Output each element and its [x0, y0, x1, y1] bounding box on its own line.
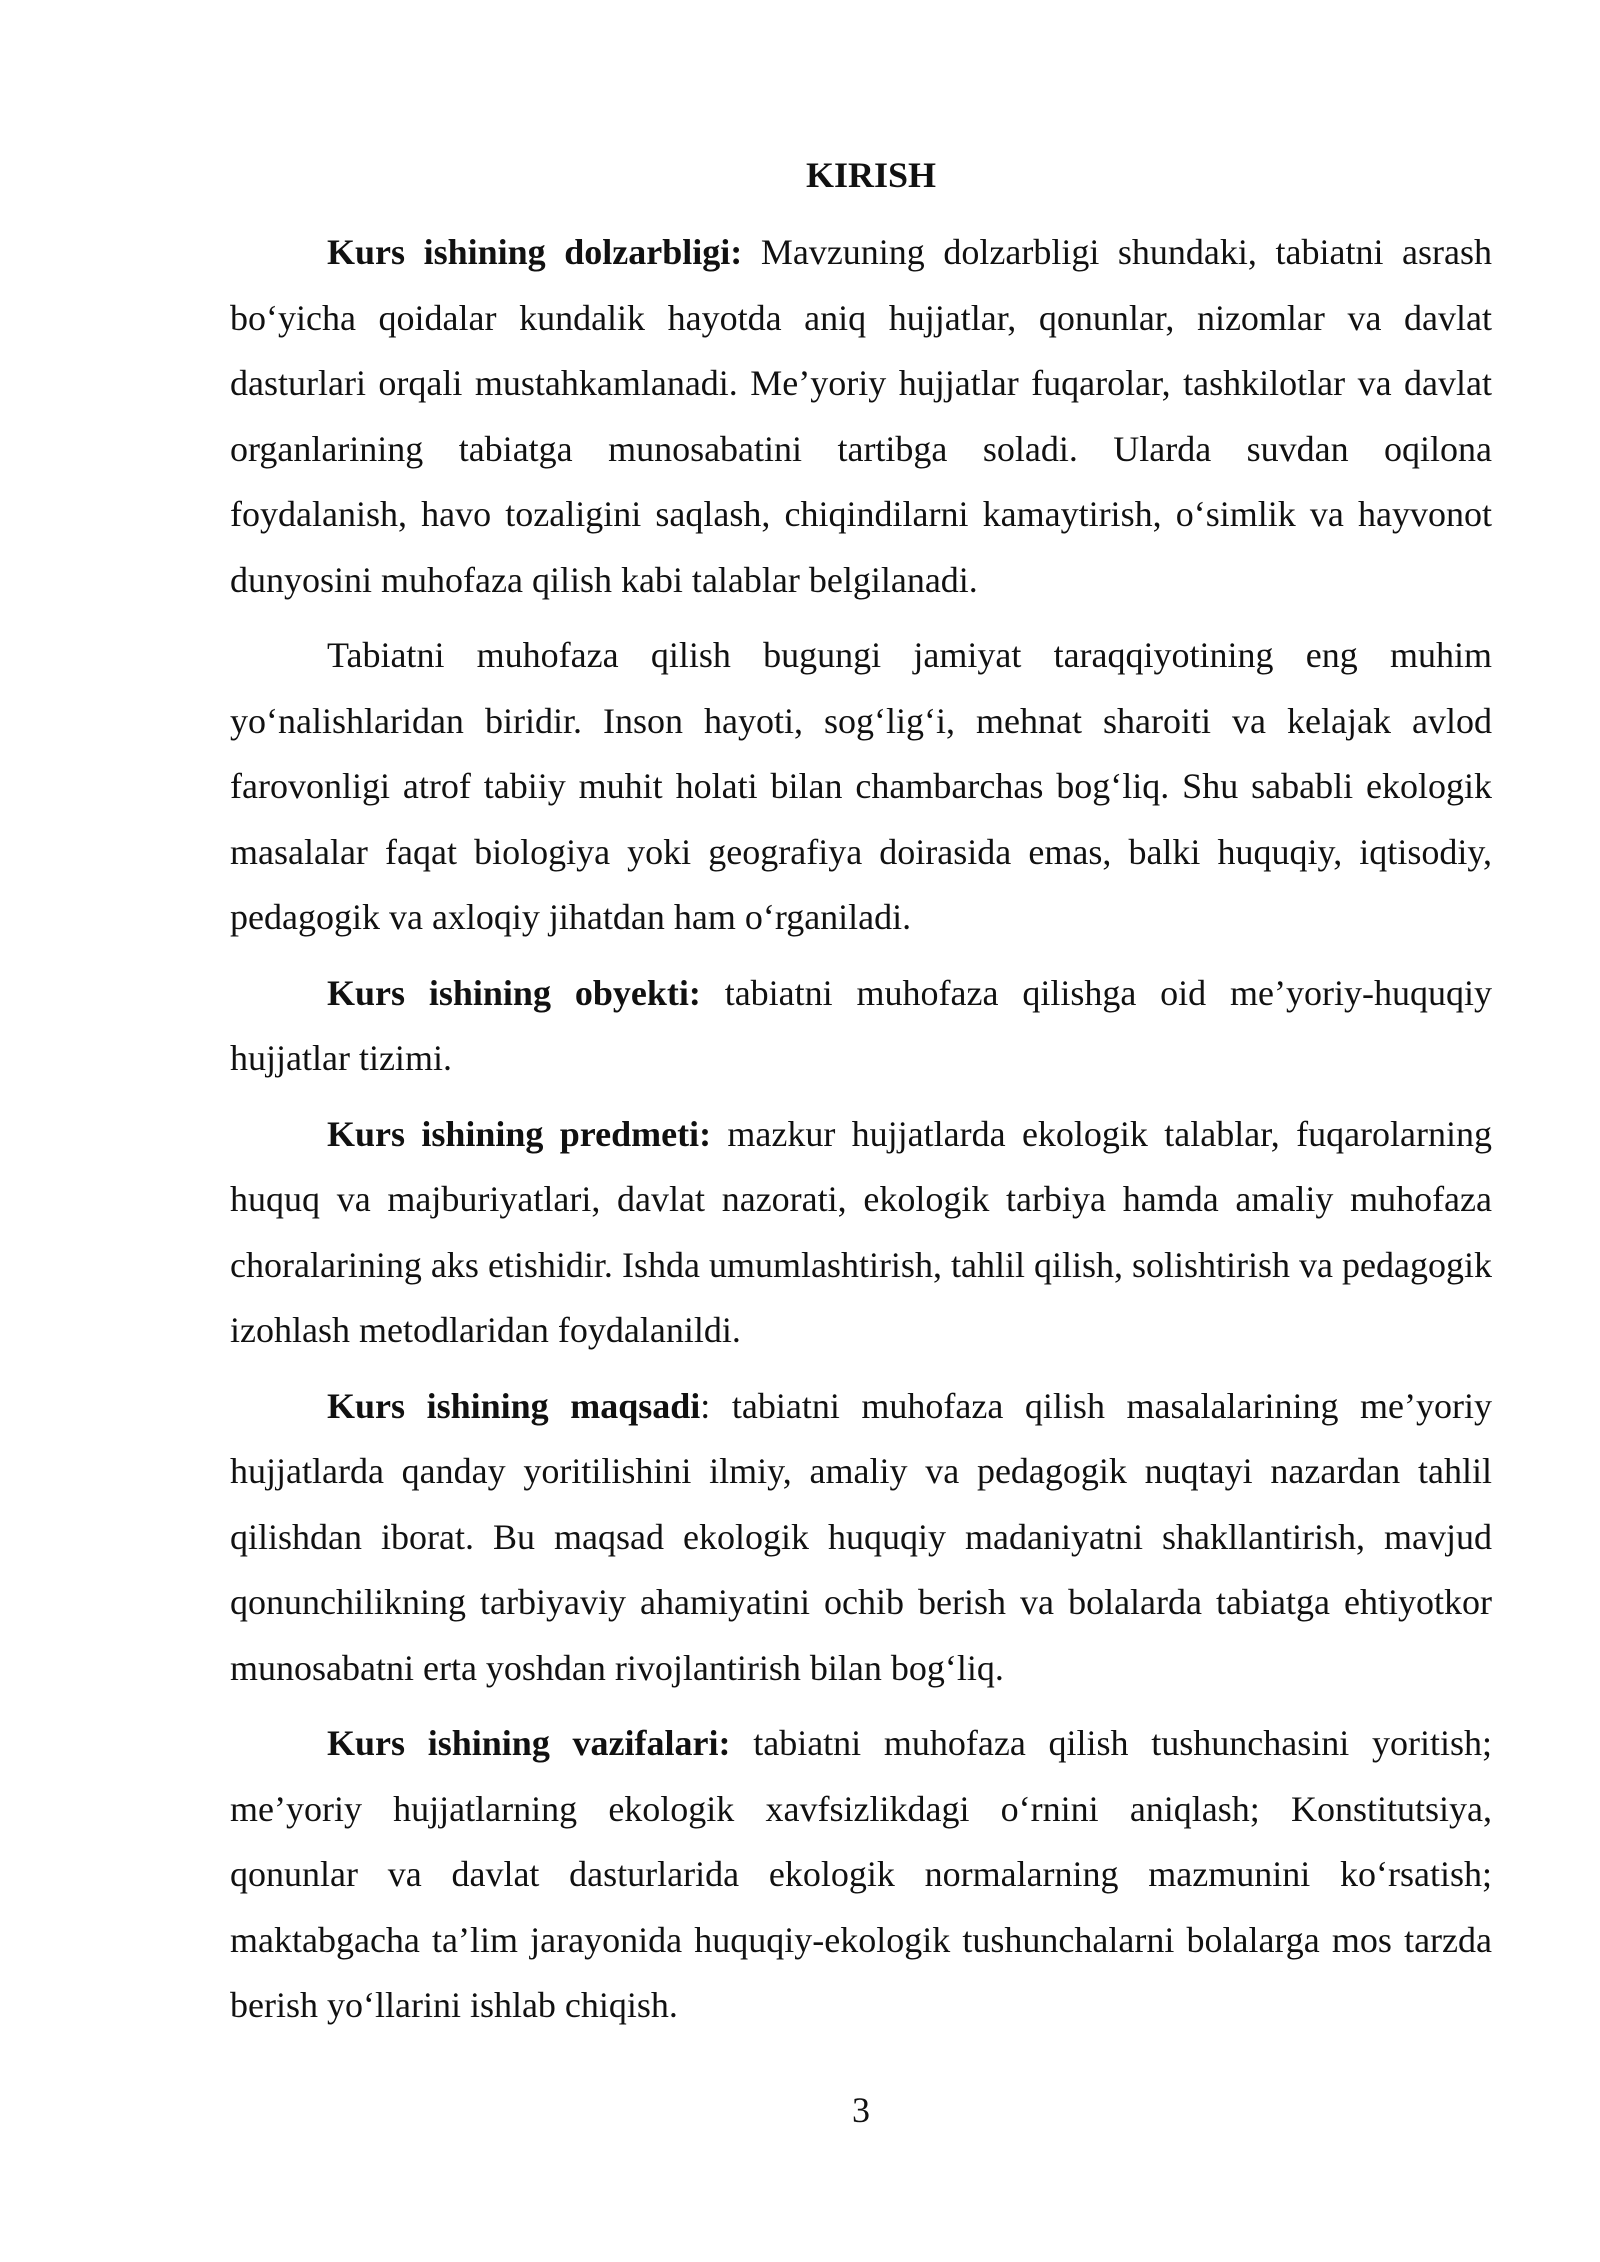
paragraph-subject — [230, 1102, 1492, 1364]
page-number: 3 — [852, 2090, 870, 2130]
paragraph-text: Mavzuning dolzarbligi shundaki, tabiatni asrash bo‘yicha qoidalar kundalik hayotda aniq hujjatlar, qonunlar, nizomlar va davlat dasturlari orqali mustahkamlanadi. Me’yoriy hujjatlar fuqarolar, tashkilotlar va davlat organlarining tabiatga munosabatini tartibga soladi. Ularda suvdan oqilona foydalanish, havo tozaligini saqlash, chiqindilarni kamaytirish, o‘simlik va hayvonot dunyosini muhofaza qilish kabi talablar belgilanadi. — [230, 232, 1492, 600]
paragraph-relevance — [230, 220, 1492, 613]
paragraph-lead: Kurs ishining dolzarbligi: — [327, 232, 743, 272]
paragraph-lead: Kurs ishining maqsadi — [327, 1385, 701, 1426]
paragraph-context — [230, 623, 1492, 951]
paragraph-text: : tabiatni muhofaza qilish masalalarining me’yoriy hujjatlarda qanday yoritilishini ilmiy, amaliy va pedagogik nuqtayi nazardan tahlil qilishdan iborat. Bu maqsad ekologik huquqiy madaniyatni shakllantirish, mavjud qonunchilikning tarbiyaviy ahamiyatini ochib berish va bolalarda tabiatga ehtiyotkor munosabatni erta yoshdan rivojlantirish bilan bog‘liq. — [230, 1385, 1492, 1688]
paragraph-lead: Kurs ishining obyekti: — [327, 972, 701, 1013]
paragraph-object — [230, 961, 1492, 1092]
paragraph-text: tabiatni muhofaza qilishga oid me’yoriy-huquqiy hujjatlar tizimi. — [230, 972, 1492, 1078]
page-content — [230, 140, 1492, 2049]
paragraph-text: tabiatni muhofaza qilish tushunchasini yoritish; me’yoriy hujjatlarning ekologik xavfsizlikdagi o‘rnini aniqlash; Konstitutsiya, qonunlar va davlat dasturlarida ekologik normalarning mazmunini ko‘rsatish; maktabgacha ta’lim jarayonida huquqiy-ekologik tushunchalarni bolalarga mos tarzda berish yo‘llarini ishlab chiqish. — [230, 1723, 1492, 2025]
paragraph-text: Tabiatni muhofaza qilish bugungi jamiyat taraqqiyotining eng muhim yo‘nalishlaridan biridir. Inson hayoti, sog‘lig‘i, mehnat sharoiti va kelajak avlod farovonligi atrof tabiiy muhit holati bilan chambarchas bog‘liq. Shu sababli ekologik masalalar faqat biologiya yoki geografiya doirasida emas, balki huquqiy, iqtisodiy, pedagogik va axloqiy jihatdan ham o‘rganiladi. — [230, 635, 1492, 937]
paragraph-tasks — [230, 1711, 1492, 2039]
paragraph-lead: Kurs ishining vazifalari: — [327, 1723, 731, 1763]
paragraph-lead: Kurs ishining predmeti: — [327, 1113, 712, 1154]
paragraph-goal — [230, 1374, 1492, 1702]
page-title: KIRISH — [805, 155, 937, 195]
paragraph-text: mazkur hujjatlarda ekologik talablar, fuqarolarning huquq va majburiyatlari, davlat nazorati, ekologik tarbiya hamda amaliy muhofaza choralarining aks etishidir. Ishda umumlashtirish, tahlil qilish, solishtirish va pedagogik izohlash metodlaridan foydalanildi. — [230, 1113, 1493, 1350]
